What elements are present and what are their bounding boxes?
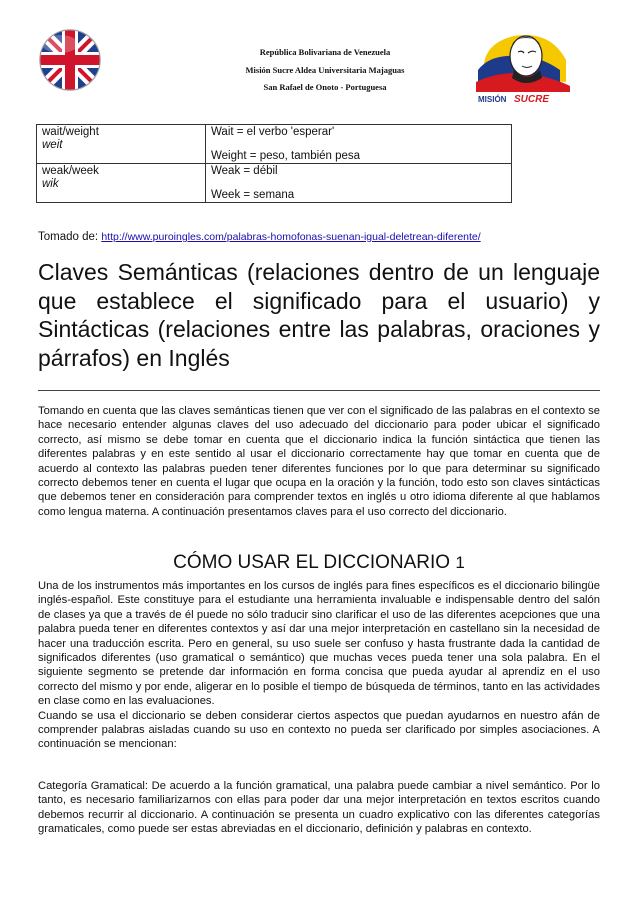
table-cell-word: [37, 164, 206, 203]
intro-paragraph: Tomando en cuenta que las claves semánticas tienen que ver con el significado de las palabras en el contexto se hace necesario entender algunas claves del uso adecuado del diccionario para poder ubicar el significado correcto, así mismo se debe tomar en cuenta que el diccionario indica la función sintáctica que tienen las diferentes palabras y en este sentido al usar el diccionario correctamente hay que tomar en cuenta que de acuerdo al contexto las palabras pueden tener diferentes funciones por lo que para determinar su significado correcto debemos tener en cuenta el lugar que ocupa en la oración y la función, todo esto son claves sintácticas que debemos tener en consideración para comprender textos en inglés u otro idioma diferente al que hablamos como lengua materna. A continuación presentamos claves para el uso correcto del diccionario.: [38, 405, 600, 518]
table-row: [37, 125, 512, 164]
institution-line-2: Misión Sucre Aldea Universitaria Majaguas: [245, 64, 405, 75]
dictionary-heading-text: CÓMO USAR EL DICCIONARIO: [173, 552, 451, 573]
table-row: [37, 164, 512, 203]
logo-text-sucre: SUCRE: [514, 94, 550, 104]
heading-divider: [38, 390, 600, 391]
meaning-1: Weak = débil: [211, 165, 278, 177]
source-link[interactable]: http://www.puroingles.com/palabras-homofonas-suenan-igual-deletrean-diferente/: [101, 231, 481, 243]
word-pair: wait/weight: [42, 126, 99, 138]
pronunciation: weit: [42, 138, 63, 151]
source-citation: [38, 231, 481, 243]
table-cell-word: [37, 125, 206, 164]
uk-flag-icon: [38, 28, 102, 92]
grammar-category-paragraph: Categoría Gramatical: De acuerdo a la función gramatical, una palabra puede cambiar a nivel semántico. Por lo tanto, es necesario familiarizarnos con ellas para poder dar una mejor interpretación en textos escritos cuando debemos recurrir al diccionario. A continuación se presenta un cuadro explicativo con las diferentes categorías gramaticales, como puede ser estas abreviadas en el diccionario, definición y palabras en contexto.: [38, 780, 600, 836]
homophones-table: [36, 124, 512, 203]
table-cell-meaning: [206, 164, 512, 203]
meaning-1: Wait = el verbo 'esperar': [211, 126, 335, 138]
footnote-number: 1: [455, 553, 465, 572]
logo-text-mision: MISIÓN: [478, 95, 507, 104]
section-heading: Claves Semánticas (relaciones dentro de un lenguaje que establece el significado para el usuario) y Sintácticas (relaciones entre las palabras, oraciones y párrafos) en Inglés: [38, 259, 600, 371]
dictionary-section: [38, 579, 600, 752]
pronunciation: wik: [42, 177, 59, 190]
table-cell-meaning: [206, 125, 512, 164]
institution-line-3: San Rafael de Onoto - Portuguesa: [263, 82, 387, 92]
meaning-2: Weight = peso, también pesa: [211, 149, 361, 162]
dictionary-paragraph-2: Cuando se usa el diccionario se deben considerar ciertos aspectos que puedan ayudarnos en nuestro afán de comprender palabras aisladas cuando su uso en contexto no pueda ser clarificado por simples asociaciones. A continuación se mencionan:: [38, 709, 600, 751]
institution-block: [190, 44, 460, 97]
dictionary-paragraph: Una de los instrumentos más importantes en los cursos de inglés para fines específicos es el diccionario bilingüe inglés-español. Este constituye para el estudiante una herramienta invaluable e indispensable dentro del salón de clases ya que a través de él puede no sólo traducir sino clarificar el uso de las diferentes acepciones que una palabra pueda tener en diferentes contextos y así dar una mejor interpretación en castellano sin la necesidad de hacer una traducción escrita. Pero en general, su uso suele ser confuso y hasta frustrante dada la cantidad de significados diferentes (uso gramatical o semántico) que muchas veces pueda tener una sola palabra. En el siguiente segmento se pretende dar información en forma concisa que pueda ayudar al aprendiz en el uso correcto del mismo y por ende, aligerar en lo posible el tiempo de búsqueda de términos, tanto en las actividades en clase como en las evaluaciones.: [38, 580, 600, 708]
meaning-2: Week = semana: [211, 188, 295, 201]
institution-line-1: República Bolivariana de Venezuela: [259, 47, 391, 57]
page-header: [0, 0, 638, 118]
word-pair: weak/week: [42, 165, 99, 177]
dictionary-heading: [0, 552, 638, 574]
source-label: Tomado de:: [38, 231, 99, 243]
mision-sucre-logo: [470, 26, 578, 104]
